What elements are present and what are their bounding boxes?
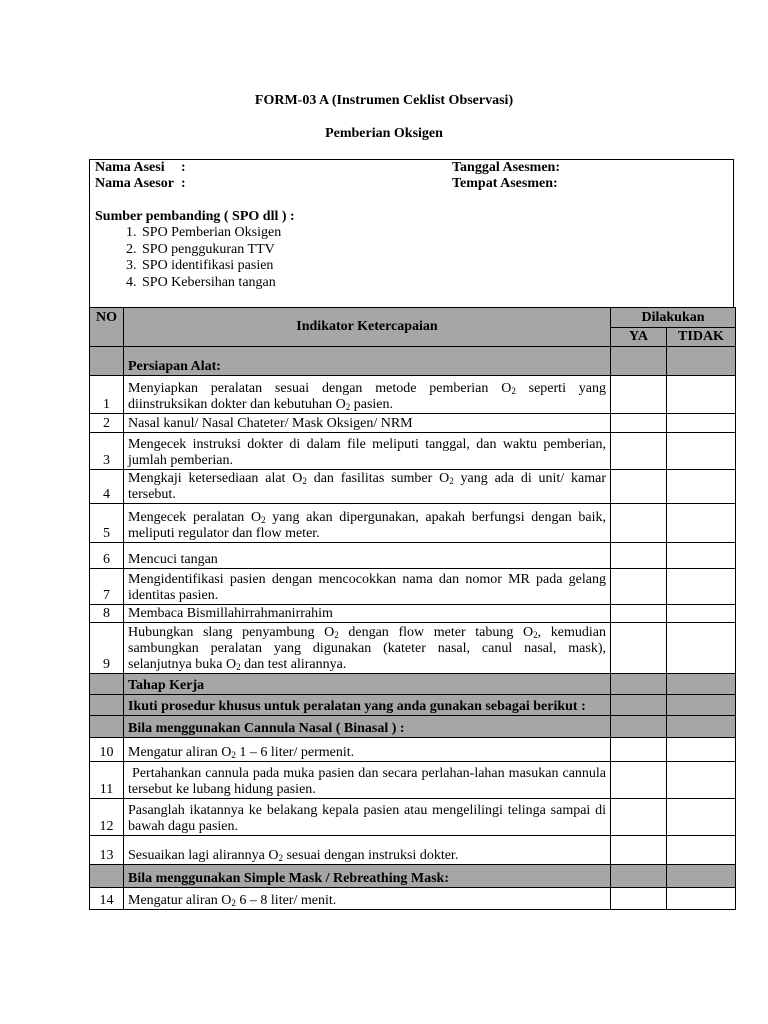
row-number: 7	[90, 569, 124, 605]
sumber-item: 3. SPO identifikasi pasien	[140, 258, 281, 275]
table-row	[90, 543, 736, 569]
header-tidak: TIDAK	[667, 328, 736, 347]
ya-cell[interactable]	[611, 470, 667, 504]
tanggal-asesmen-label: Tanggal Asesmen:	[452, 160, 561, 175]
sumber-item: 2. SPO penggukuran TTV	[140, 242, 281, 259]
form-subtitle: Pemberian Oksigen	[325, 126, 443, 141]
sumber-item: 1. SPO Pemberian Oksigen	[140, 225, 281, 242]
ya-cell[interactable]	[611, 414, 667, 433]
tidak-cell[interactable]	[667, 376, 736, 414]
header-ya: YA	[611, 328, 667, 347]
nama-asesi-label: Nama Asesi	[95, 160, 165, 175]
row-number: 5	[90, 504, 124, 543]
row-number: 11	[90, 762, 124, 799]
tidak-cell[interactable]	[667, 605, 736, 623]
row-indicator: Mencuci tangan	[124, 543, 611, 569]
section-row	[90, 695, 736, 716]
table-row	[90, 605, 736, 623]
table-header-row	[90, 308, 736, 328]
row-number: 2	[90, 414, 124, 433]
row-number: 1	[90, 376, 124, 414]
section-persiapan: Persiapan Alat:	[124, 347, 611, 376]
tidak-cell[interactable]	[667, 623, 736, 674]
assessment-info-box	[89, 159, 734, 307]
ya-cell[interactable]	[611, 623, 667, 674]
row-indicator: Pertahankan cannula pada muka pasien dan secara perlahan-lahan masukan cannula tersebut ke lubang hidung pasien.	[124, 762, 611, 799]
ya-cell[interactable]	[611, 799, 667, 836]
table-row	[90, 799, 736, 836]
table-row	[90, 888, 736, 910]
sumber-item: 4. SPO Kebersihan tangan	[140, 275, 281, 292]
table-row	[90, 376, 736, 414]
nama-asesor-colon: :	[181, 176, 186, 191]
row-indicator: Membaca Bismillahirrahmanirrahim	[124, 605, 611, 623]
section-ikuti-prosedur: Ikuti prosedur khusus untuk peralatan yang anda gunakan sebagai berikut :	[124, 695, 611, 716]
tidak-cell[interactable]	[667, 543, 736, 569]
sumber-list	[94, 225, 281, 291]
section-row	[90, 716, 736, 738]
ya-cell[interactable]	[611, 376, 667, 414]
section-tahap-kerja: Tahap Kerja	[124, 674, 611, 695]
ya-cell[interactable]	[611, 605, 667, 623]
table-row	[90, 470, 736, 504]
tempat-asesmen-label: Tempat Asesmen:	[452, 176, 558, 191]
row-indicator: Menyiapkan peralatan sesuai dengan metode pemberian $O_2$ seperti yang diinstruksikan dokter dan kebutuhan $O_2$ pasien.	[124, 376, 611, 414]
table-row	[90, 623, 736, 674]
tidak-cell[interactable]	[667, 738, 736, 762]
table-row	[90, 414, 736, 433]
nama-asesi-colon: :	[181, 160, 186, 175]
checklist-table	[89, 307, 736, 910]
table-row	[90, 433, 736, 470]
table-row	[90, 569, 736, 605]
header-dilakukan: Dilakukan	[611, 308, 736, 328]
tidak-cell[interactable]	[667, 504, 736, 543]
tidak-cell[interactable]	[667, 836, 736, 865]
row-indicator: Hubungkan slang penyambung $O_2$ dengan flow meter tabung $O_2$, kemudian sambungkan peralatan yang digunakan (kateter nasal, canul nasal, mask), selanjutnya buka $O_2$ dan test alirannya.	[124, 623, 611, 674]
row-indicator: Mengecek instruksi dokter di dalam file meliputi tanggal, dan waktu pemberian, jumlah pemberian.	[124, 433, 611, 470]
tidak-cell[interactable]	[667, 470, 736, 504]
row-number: 8	[90, 605, 124, 623]
tidak-cell[interactable]	[667, 762, 736, 799]
tidak-cell[interactable]	[667, 433, 736, 470]
row-number: 9	[90, 623, 124, 674]
section-row	[90, 347, 736, 376]
tidak-cell[interactable]	[667, 799, 736, 836]
ya-cell[interactable]	[611, 762, 667, 799]
row-indicator: Mengatur aliran $O_2$ 6 – 8 liter/ menit.	[124, 888, 611, 910]
table-row	[90, 738, 736, 762]
ya-cell[interactable]	[611, 569, 667, 605]
row-number: 3	[90, 433, 124, 470]
ya-cell[interactable]	[611, 888, 667, 910]
row-number: 6	[90, 543, 124, 569]
tidak-cell[interactable]	[667, 888, 736, 910]
row-indicator: Sesuaikan lagi alirannya $O_2$ sesuai dengan instruksi dokter.	[124, 836, 611, 865]
tidak-cell[interactable]	[667, 569, 736, 605]
row-indicator: Mengidentifikasi pasien dengan mencocokkan nama dan nomor MR pada gelang identitas pasien.	[124, 569, 611, 605]
table-row	[90, 836, 736, 865]
ya-cell[interactable]	[611, 433, 667, 470]
row-indicator: Nasal kanul/ Nasal Chateter/ Mask Oksigen/ NRM	[124, 414, 611, 433]
section-simple-mask: Bila menggunakan Simple Mask / Rebreathing Mask:	[124, 865, 611, 888]
sumber-pembanding-label: Sumber pembanding ( SPO dll ) :	[95, 209, 295, 224]
row-indicator: Mengecek peralatan $O_2$ yang akan dipergunakan, apakah berfungsi dengan baik, meliputi regulator dan flow meter.	[124, 504, 611, 543]
table-row	[90, 504, 736, 543]
row-number: 4	[90, 470, 124, 504]
section-cannula-nasal: Bila menggunakan Cannula Nasal ( Binasal ) :	[124, 716, 611, 738]
row-number: 10	[90, 738, 124, 762]
row-number: 13	[90, 836, 124, 865]
nama-asesor-label: Nama Asesor	[95, 176, 174, 191]
section-row	[90, 865, 736, 888]
row-number: 14	[90, 888, 124, 910]
ya-cell[interactable]	[611, 738, 667, 762]
row-indicator: Pasanglah ikatannya ke belakang kepala pasien atau mengelilingi telinga sampai di bawah dagu pasien.	[124, 799, 611, 836]
table-row	[90, 762, 736, 799]
header-indikator: Indikator Ketercapaian	[124, 308, 611, 347]
ya-cell[interactable]	[611, 504, 667, 543]
tidak-cell[interactable]	[667, 414, 736, 433]
header-no: NO	[90, 308, 124, 347]
section-row	[90, 674, 736, 695]
ya-cell[interactable]	[611, 836, 667, 865]
ya-cell[interactable]	[611, 543, 667, 569]
row-indicator: Mengkaji ketersediaan alat $O_2$ dan fasilitas sumber $O_2$ yang ada di unit/ kamar tersebut.	[124, 470, 611, 504]
row-indicator: Mengatur aliran $O_2$ 1 – 6 liter/ permenit.	[124, 738, 611, 762]
row-number: 12	[90, 799, 124, 836]
form-title: FORM-03 A (Instrumen Ceklist Observasi)	[254, 93, 514, 108]
